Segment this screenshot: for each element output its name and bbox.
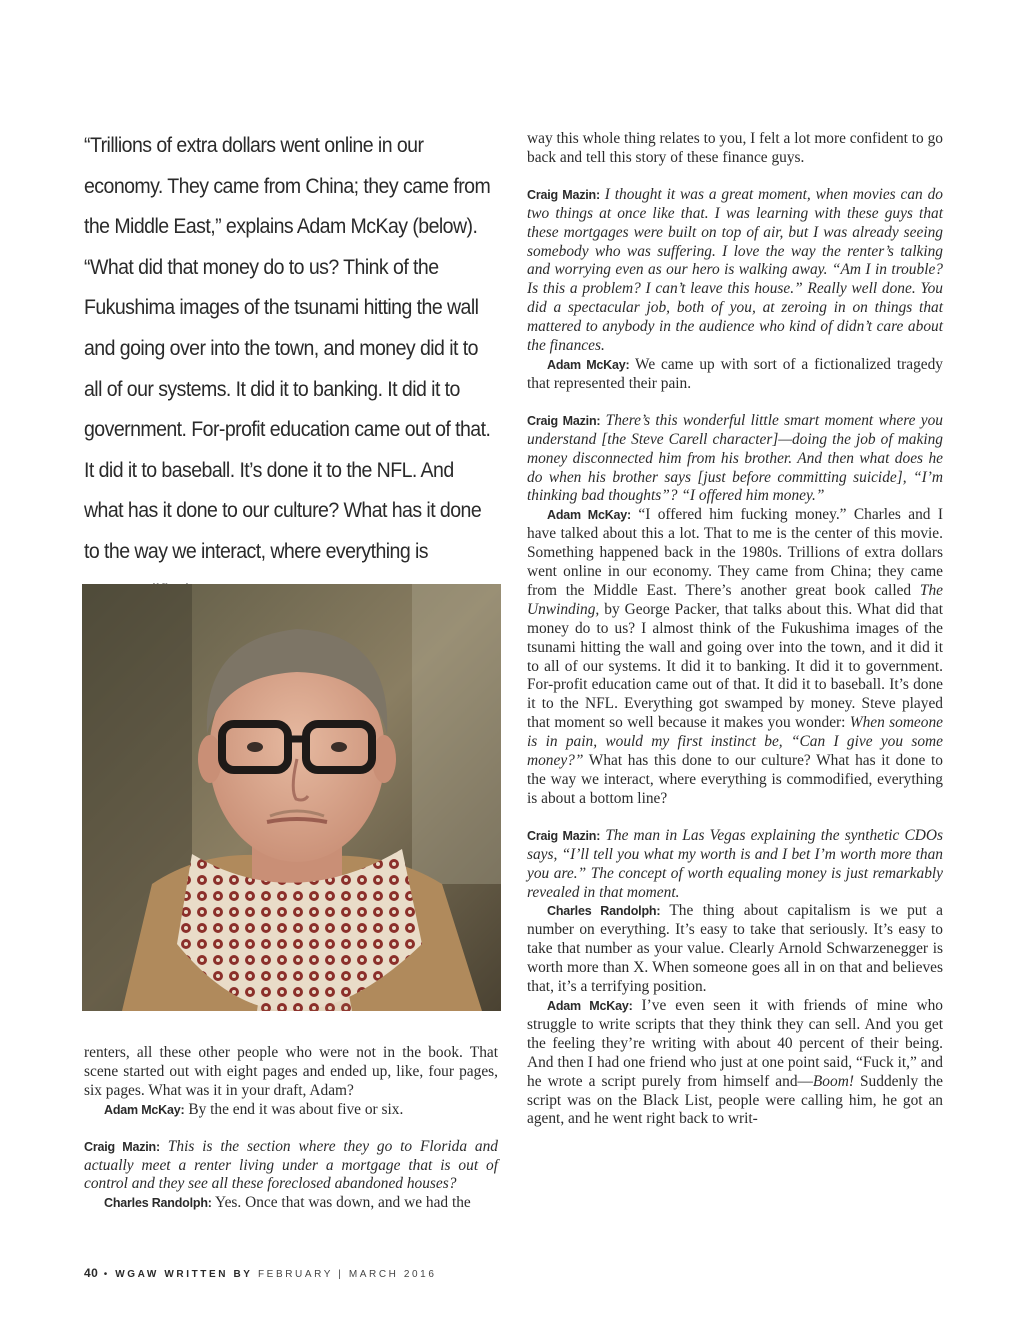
- speaker-name: Adam McKay:: [547, 508, 631, 523]
- speaker-name: Craig Mazin:: [527, 187, 600, 202]
- page-footer: [84, 1266, 437, 1280]
- dialogue-text: We came up with sort of a fictionalized tragedy that represented their pain.: [527, 355, 943, 392]
- portrait-illustration: [82, 584, 501, 1011]
- paragraph: [527, 902, 943, 997]
- dialogue-text: This is the section where they go to Florida and actually meet a renter living under a mortgage that is out of control and they see all these foreclosed abandoned houses?: [84, 1137, 498, 1193]
- speaker-name: Charles Randolph:: [104, 1196, 212, 1211]
- right-text-column: [527, 130, 943, 1129]
- dialogue-italic: Boom!: [812, 1072, 854, 1090]
- magazine-name: WGAW WRITTEN BY: [115, 1269, 253, 1280]
- dialogue-text: Suddenly the script was on the Black List, people were calling him, he got an agent, and he went right back to writ-: [527, 1072, 943, 1128]
- speaker-name: Craig Mazin:: [84, 1139, 160, 1154]
- paragraph: [527, 506, 943, 809]
- paragraph: [84, 1194, 498, 1213]
- paragraph: renters, all these other people who were not in the book. That scene started out with eight pages and ended up, like, four pages, six pages. What was it in your draft, Adam?: [84, 1044, 498, 1099]
- paragraph: [527, 356, 943, 394]
- dialogue-text: Yes. Once that was down, and we had the: [211, 1194, 471, 1212]
- speaker-name: Charles Randolph:: [547, 904, 661, 919]
- paragraph: [527, 997, 943, 1129]
- pull-quote: “Trillions of extra dollars went online in our economy. They came from China; they came from the Middle East,” explains Adam McKay (below). “What did that money do to us? Think of the Fukushima images of the tsunami hitting the wall and going over into the town, and money did it to all of our systems. It did it to banking. It did it to government. For-profit education came out of that. It did it to baseball. It’s done it to the NFL. And what has it done to our culture? What has it done to the way we interact, where everything is: [84, 134, 491, 563]
- dialogue-text: The thing about capitalism is we put a number on everything. It’s easy to take that seriously. It’s easy to take that number as your value. Clearly Arnold Schwarzenegger is worth more than X. When someone goes all in on that and believes that, it’s a terrifying position.: [527, 902, 943, 996]
- footer-bullet: •: [103, 1269, 110, 1280]
- paragraph: way this whole thing relates to you, I felt a lot more confident to go back and tell this story of these finance guys.: [527, 130, 943, 166]
- dialogue-text: The man in Las Vegas explaining the synthetic CDOs says, “I’ll tell you what my worth is and I bet I’m worth more than you are.” The concept of worth equaling money is just remarkably revealed in that moment.: [527, 826, 944, 901]
- dialogue-italic: When someone is in pain, would my first instinct be, “Can I give you some money?”: [527, 714, 943, 770]
- issue-date: FEBRUARY | MARCH 2016: [257, 1269, 437, 1280]
- paragraph: [84, 1101, 498, 1120]
- page-number: 40: [84, 1266, 99, 1280]
- dialogue-text: There’s this wonderful little smart moment where you understand [the Steve Carell character]—doing the job of making money disconnected him from his brother. And then what does he do when his brother says [just before committing suicide], “I’m thinking bad thoughts”? “I offered him money.”: [527, 411, 943, 505]
- paragraph: [527, 412, 943, 507]
- left-text-column: [84, 1044, 498, 1213]
- speaker-name: Adam McKay:: [547, 998, 633, 1013]
- dialogue-text: What has this done to our culture? What has it done to the way we interact, where everything is commodified, everything is about a bottom line?: [527, 752, 943, 807]
- dialogue-text: I’ve even seen it with friends of mine who struggle to write scripts that they think they can sell. And you get the feeling they’re writing with about 40 percent of their being. And then I had one friend who just at one point said, “Fuck it,” and he wrote a script purely from himself and—: [527, 996, 943, 1090]
- speaker-name: Craig Mazin:: [527, 828, 601, 843]
- speaker-name: Adam McKay:: [104, 1102, 185, 1117]
- paragraph: [527, 186, 943, 356]
- book-title: The Unwinding,: [527, 581, 943, 618]
- dialogue-text: by George Packer, that talks about this. What did that money do to us? I almost think of the Fukushima images of the tsunami hitting the wall and going over into the town, and it did it to all of our systems. It did it to banking. It did it to government. For-profit education came out of that. It did it to baseball. It’s done it to the NFL. Everything got swamped by money. Steve played that moment so well because it makes you wonder:: [527, 600, 943, 732]
- dialogue-text: “I offered him fucking money.” Charles and I have talked about this a lot. That to me is the center of this movie. Something happened back in the 1980s. Trillions of extra dollars went online in our economy. They came from China; they came from the Middle East. There’s another great book called: [527, 506, 943, 599]
- dialogue-text: By the end it was about five or six.: [184, 1100, 404, 1118]
- paragraph: [84, 1138, 498, 1195]
- portrait-photo-adam-mckay: [82, 584, 501, 1011]
- dialogue-text: I thought it was a great moment, when movies can do two things at once like that. I was learning with these guys that these mortgages were built on top of air, but I was already seeing somebody who was suffering. I love the way the renter’s talking and worrying even as our hero is walking away. “Am I in trouble? Is this a problem? I can’t leave this house.” Really well done. You did a spectacular job, both of you, at zeroing in on things that mattered to anybody in the audience who kind of didn’t care about the finances.: [527, 185, 943, 355]
- speaker-name: Craig Mazin:: [527, 413, 601, 428]
- speaker-name: Adam McKay:: [547, 357, 630, 372]
- paragraph: [527, 827, 943, 903]
